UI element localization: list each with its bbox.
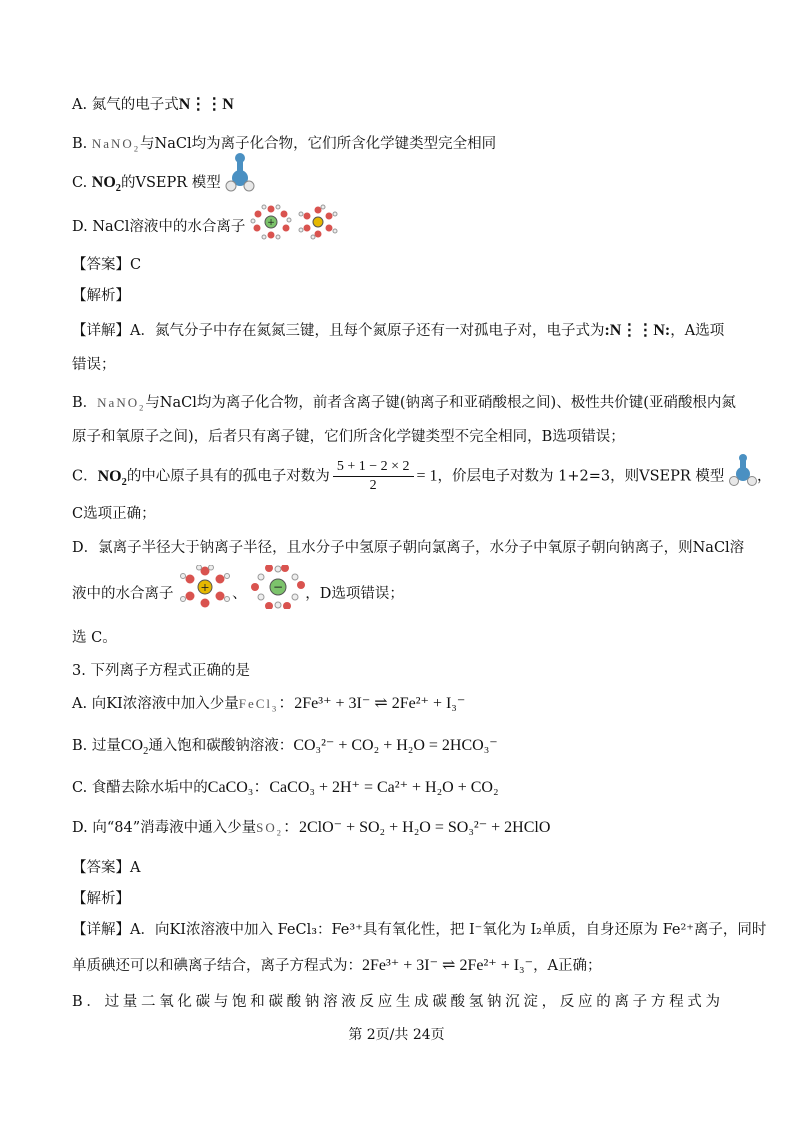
- choose-c: 选 C。: [72, 630, 117, 646]
- n2-electron-formula-2: :N⋮⋮N:: [604, 322, 671, 339]
- q3-title: 3. 下列离子方程式正确的是: [72, 663, 250, 679]
- detail-1-a-line-2: 错误；: [72, 357, 116, 373]
- q3-option-b: B. 过量$CO_2$通入饱和碳酸钠溶液：CO₃²⁻ + CO₂ + H₂O = 2HCO₃⁻: [72, 737, 498, 758]
- q3-a-equation: ：2Fe³⁺ + 3I⁻ ⇌ 2Fe²⁺ + I₃⁻: [278, 695, 466, 712]
- answer-2-value: A: [130, 860, 141, 876]
- detail-1-a-line: 【详解】A．氮气分子中存在氮氮三键，且每个氮原子还有一对孤电子对，电子式为:N⋮⋮N:，A选项: [72, 322, 725, 339]
- hydrated-na-ion-icon: [178, 565, 232, 609]
- nano2-formula-2: NaNO$_2$: [97, 395, 146, 413]
- q3-option-d: D. 向“84”消毒液中通入少量$SO_2$：2ClO⁻ + SO₂ + H₂O = SO₃²⁻ + 2HClO: [72, 819, 551, 838]
- detail-2-b-line: B．过量二氧化碳与饱和碳酸钠溶液反应生成碳酸氢钠沉淀，反应的离子方程式为: [72, 994, 722, 1010]
- svg-text:+: +: [267, 218, 275, 228]
- page-footer: 第 2页/共 24页: [348, 1027, 445, 1043]
- hydrated-cl-ion-icon: [251, 565, 305, 609]
- svg-text:−: −: [273, 580, 284, 594]
- detail-1-b-line-2: 原子和氧原子之间)，后者只有离子键，它们所含化学键类型不完全相同，B选项错误；: [72, 429, 625, 445]
- answer-2-label: 【答案】: [72, 860, 130, 876]
- option-b-text: 与NaCl均为离子化合物，它们所含化学键类型完全相同: [140, 136, 497, 152]
- vsepr-model-icon-2: [729, 452, 757, 488]
- analysis-2-label: 【解析】: [72, 891, 130, 907]
- option-c-label: C.: [72, 175, 88, 191]
- option-a-label: A. 氮气的电子式: [72, 97, 179, 113]
- detail-2-a-line: 【详解】A．向KI浓溶液中加入 FeCl₃：Fe³⁺具有氧化性，把 I⁻氧化为 I₂单质，自身还原为 Fe²⁺离子，同时: [72, 922, 767, 938]
- q3-b-equation: CO₃²⁻ + CO₂ + H₂O = 2HCO₃⁻: [293, 737, 498, 754]
- detail-2-a-line-2: 单质碘还可以和碘离子结合，离子方程式为：2Fe³⁺ + 3I⁻ ⇌ 2Fe²⁺ + I₃⁻，A正确；: [72, 957, 602, 974]
- detail-2-equation: 2Fe³⁺ + 3I⁻ ⇌ 2Fe²⁺ + I₃⁻: [362, 957, 534, 974]
- option-c-text: 的VSEPR 模型: [121, 175, 221, 191]
- vsepr-model-icon: [225, 150, 255, 194]
- answer-1: [72, 254, 141, 276]
- detail-1-c-line: C．$NO_2$的中心原子具有的孤电子对数为 $\frac{5 + 1 - 2 \times 2}{2}$ = 1，价层电子对数为 1+2=3，则VSEPR 模型 ，: [72, 458, 772, 495]
- svg-text:+: +: [200, 581, 210, 594]
- option-d: [72, 214, 339, 240]
- answer-2: [72, 857, 140, 879]
- q3-option-c: C. 食醋去除水垢中的CaCO₃：CaCO₃ + 2H⁺ = Ca²⁺ + H₂O + CO₂: [72, 779, 499, 796]
- option-c: [72, 172, 255, 200]
- q3-d-equation: ：2ClO⁻ + SO₂ + H₂O = SO₃²⁻ + 2HClO: [282, 819, 551, 836]
- analysis-1-label: 【解析】: [72, 288, 130, 304]
- lone-pair-fraction: $\frac{5 + 1 - 2 \times 2}{2}$: [333, 458, 414, 495]
- option-a: [72, 94, 234, 116]
- detail-1-d-line: D．氯离子半径大于钠离子半径，且水分子中氢原子朝向氯离子，水分子中氧原子朝向钠离子，则NaCl溶: [72, 540, 745, 556]
- nano2-formula: NaNO$_2$: [91, 136, 141, 154]
- q3-c-equation: ：CaCO₃ + 2H⁺ = Ca²⁺ + H₂O + CO₂: [253, 779, 499, 796]
- hydrated-cation-icon: [250, 204, 292, 240]
- answer-1-value: C: [130, 257, 142, 273]
- no2-formula-2: $NO_2$: [97, 467, 127, 488]
- answer-1-label: 【答案】: [72, 257, 130, 273]
- option-d-label: D. NaCl溶液中的水合离子: [72, 219, 246, 235]
- detail-1-d-line-2: 液中的水合离子 + 、 − ，D选项错误；: [72, 579, 404, 609]
- hydrated-anion-icon: [297, 204, 339, 240]
- n2-electron-formula: N⋮⋮N: [178, 96, 234, 113]
- detail-1-c-line-2: C选项正确；: [72, 506, 156, 522]
- option-b-label: B.: [72, 136, 88, 152]
- detail-1-b-line: B．NaNO$_2$与NaCl均为离子化合物，前者含离子键(钠离子和亚硝酸根之间)、极性共价键(亚硝酸根内氮: [72, 395, 736, 413]
- no2-formula: $NO_2$: [91, 174, 121, 195]
- q3-option-a: A. 向KI浓溶液中加入少量FeCl$_3$：2Fe³⁺ + 3I⁻ ⇌ 2Fe²⁺ + I₃⁻: [72, 695, 466, 714]
- option-b: [72, 133, 496, 160]
